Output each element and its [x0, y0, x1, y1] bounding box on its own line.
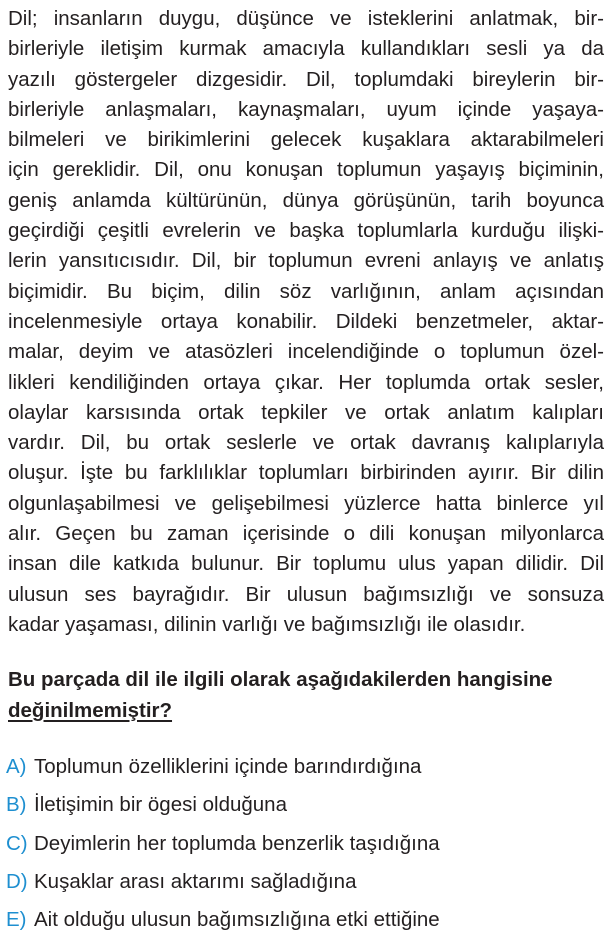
passage-line: için gereklidir. Dil, onu konuşan toplumun yaşayış biçiminin,	[8, 158, 604, 182]
question-line: Bu parçada dil ile ilgili olarak aşağıdakilerden hangisine	[8, 668, 553, 691]
option-letter: A)	[6, 755, 27, 779]
passage-line: bilmeleri ve birikimlerini gelecek kuşaklara aktarabilmeleri	[8, 128, 604, 152]
passage-line: insan dile katkıda bulunur. Bir toplumu ulus yapan dilidir. Dil	[8, 552, 604, 576]
passage-line: Dil; insanların duygu, düşünce ve isteklerini anlatmak, bir-	[8, 7, 604, 30]
passage-line: geçirdiği çeşitli evrelerin ve başka toplumlarla kurduğu ilişki-	[8, 219, 604, 243]
option-d[interactable]	[6, 863, 604, 901]
option-letter: D)	[6, 870, 28, 894]
passage-line: birleriyle anlaşmaları, kaynaşmaları, uyum içinde yaşaya-	[8, 97, 604, 121]
option-text: İletişimin bir ögesi olduğuna	[34, 793, 287, 817]
passage-line: vardır. Dil, bu ortak seslerle ve ortak davranış kalıplarıyla	[8, 431, 604, 455]
passage-line: geniş anlamda kültürünün, dünya görüşünün, tarih boyunca	[8, 188, 604, 212]
option-letter: B)	[6, 793, 27, 817]
question-negation-underlined: değinilmemiştir?	[8, 699, 173, 722]
passage-line: likleri kendiliğinden ortaya çıkar. Her toplumda ortak sesler,	[8, 370, 604, 394]
passage-line: olgunlaşabilmesi ve gelişebilmesi yüzlerce hatta binlerce yıl	[8, 491, 604, 515]
option-letter: E)	[6, 908, 27, 932]
option-text: Deyimlerin her toplumda benzerlik taşıdığına	[34, 831, 440, 855]
passage-line: lerin yansıtıcısıdır. Dil, bir toplumun evreni anlayış ve anlatış	[8, 249, 604, 273]
passage-line: malar, deyim ve atasözleri incelendiğinde o toplumun özel-	[8, 340, 604, 364]
answer-options	[6, 748, 604, 939]
passage-line: kadar yaşaması, dilinin varlığı ve bağımsızlığı ile olasıdır.	[8, 612, 526, 636]
option-b[interactable]	[6, 786, 604, 824]
reading-passage	[8, 4, 604, 640]
passage-line: biçimidir. Bu biçim, dilin söz varlığının, anlam açısından	[8, 279, 604, 303]
option-text: Ait olduğu ulusun bağımsızlığına etki ettiğine	[34, 908, 440, 932]
passage-line: yazılı göstergeler dizgesidir. Dil, toplumdaki bireylerin bir-	[8, 67, 604, 91]
question-line	[8, 695, 604, 726]
question-stem	[8, 664, 604, 726]
passage-line: incelenmesiyle ortaya konabilir. Dildeki benzetmeler, aktar-	[8, 309, 604, 333]
option-a[interactable]	[6, 748, 604, 786]
passage-line: olaylar karsısında ortak tepkiler ve ortak anlatım kalıpları	[8, 400, 604, 424]
passage-line: ulusun ses bayrağıdır. Bir ulusun bağımsızlığı ve sonsuza	[8, 582, 604, 606]
option-text: Kuşaklar arası aktarımı sağladığına	[34, 870, 357, 894]
option-text: Toplumun özelliklerini içinde barındırdığına	[34, 755, 422, 779]
passage-line: alır. Geçen bu zaman içerisinde o dili konuşan milyonlarca	[8, 522, 604, 546]
passage-line: oluşur. İşte bu farklılıklar toplumları birbirinden ayırır. Bir dilin	[8, 461, 604, 485]
option-e[interactable]	[6, 901, 604, 939]
option-c[interactable]	[6, 825, 604, 863]
option-letter: C)	[6, 831, 28, 855]
passage-line: birleriyle iletişim kurmak amacıyla kullandıkları sesli ya da	[8, 37, 604, 61]
